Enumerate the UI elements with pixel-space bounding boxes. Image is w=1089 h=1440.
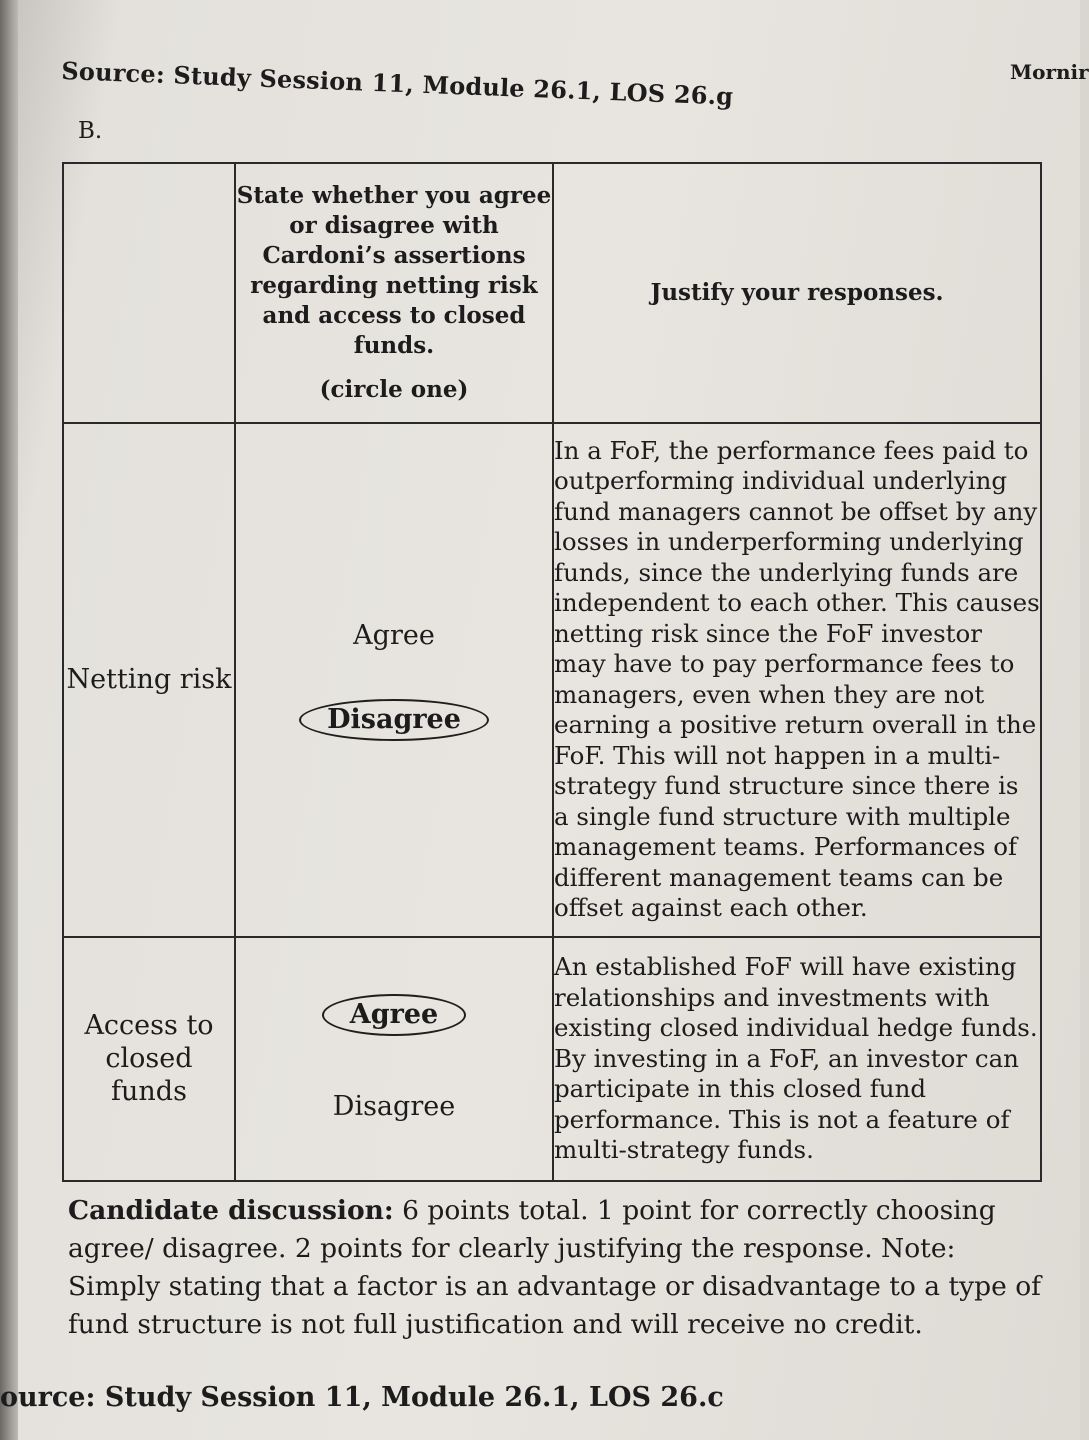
running-head: Mornir — [1010, 60, 1089, 84]
header-justify: Justify your responses. — [650, 278, 944, 306]
header-justify-cell — [553, 163, 1041, 423]
source-heading: Source: Study Session 11, Module 26.1, LOS 26.g — [60, 56, 734, 111]
table-row — [63, 423, 1041, 937]
header-circle-note: (circle one) — [319, 375, 469, 403]
answer-table — [62, 162, 1042, 1182]
row-label-netting-risk: Netting risk — [63, 423, 235, 937]
discussion-text: 6 points total. 1 point for correctly choosing agree/ disagree. 2 points for clearly justifying the response. Note: Simply stating that a factor is an advantage or disadvantage to a type of fund structure is not full justification and will receive no credit. — [68, 1195, 1041, 1340]
option-disagree: Disagree — [332, 1090, 456, 1122]
header-instruction: State whether you agree or disagree with Cardoni’s assertions regarding netting risk and access to closed funds. — [236, 181, 552, 359]
table-row — [63, 937, 1041, 1181]
header-empty-cell — [63, 163, 235, 423]
choice-cell-netting-risk — [235, 423, 553, 937]
table-header-row — [63, 163, 1041, 423]
choice-cell-access-closed-funds — [235, 937, 553, 1181]
justification-access-closed-funds: An established FoF will have existing relationships and investments with existing closed individual hedge funds. By investing in a FoF, an investor can participate in this closed fund performance. This is not a feature of multi-strategy funds. — [553, 937, 1041, 1181]
candidate-discussion — [68, 1192, 1048, 1344]
option-agree-label: Agree — [322, 994, 466, 1036]
footer-source: ource: Study Session 11, Module 26.1, LOS 26.c — [0, 1382, 724, 1413]
option-disagree-circled — [236, 699, 552, 741]
option-agree: Agree — [353, 619, 435, 651]
row-label-access-closed-funds: Access to closed funds — [63, 937, 235, 1181]
option-agree-circled — [236, 994, 552, 1036]
discussion-label: Candidate discussion: — [68, 1195, 394, 1226]
answer-table-wrapper — [62, 162, 1042, 1182]
header-instruction-cell — [235, 163, 553, 423]
justification-netting-risk: In a FoF, the performance fees paid to outperforming individual underlying fund managers cannot be offset by any losses in underperforming underlying funds, since the underlying funds are independent to each other. This causes netting risk since the FoF investor may have to pay performance fees to managers, even when they are not earning a positive return overall in the FoF. This will not happen in a multi-strategy fund structure since there is a single fund structure with multiple management teams. Performances of different management teams can be offset against each other. — [553, 423, 1041, 937]
option-disagree-label: Disagree — [299, 699, 489, 741]
section-label: B. — [78, 118, 103, 144]
